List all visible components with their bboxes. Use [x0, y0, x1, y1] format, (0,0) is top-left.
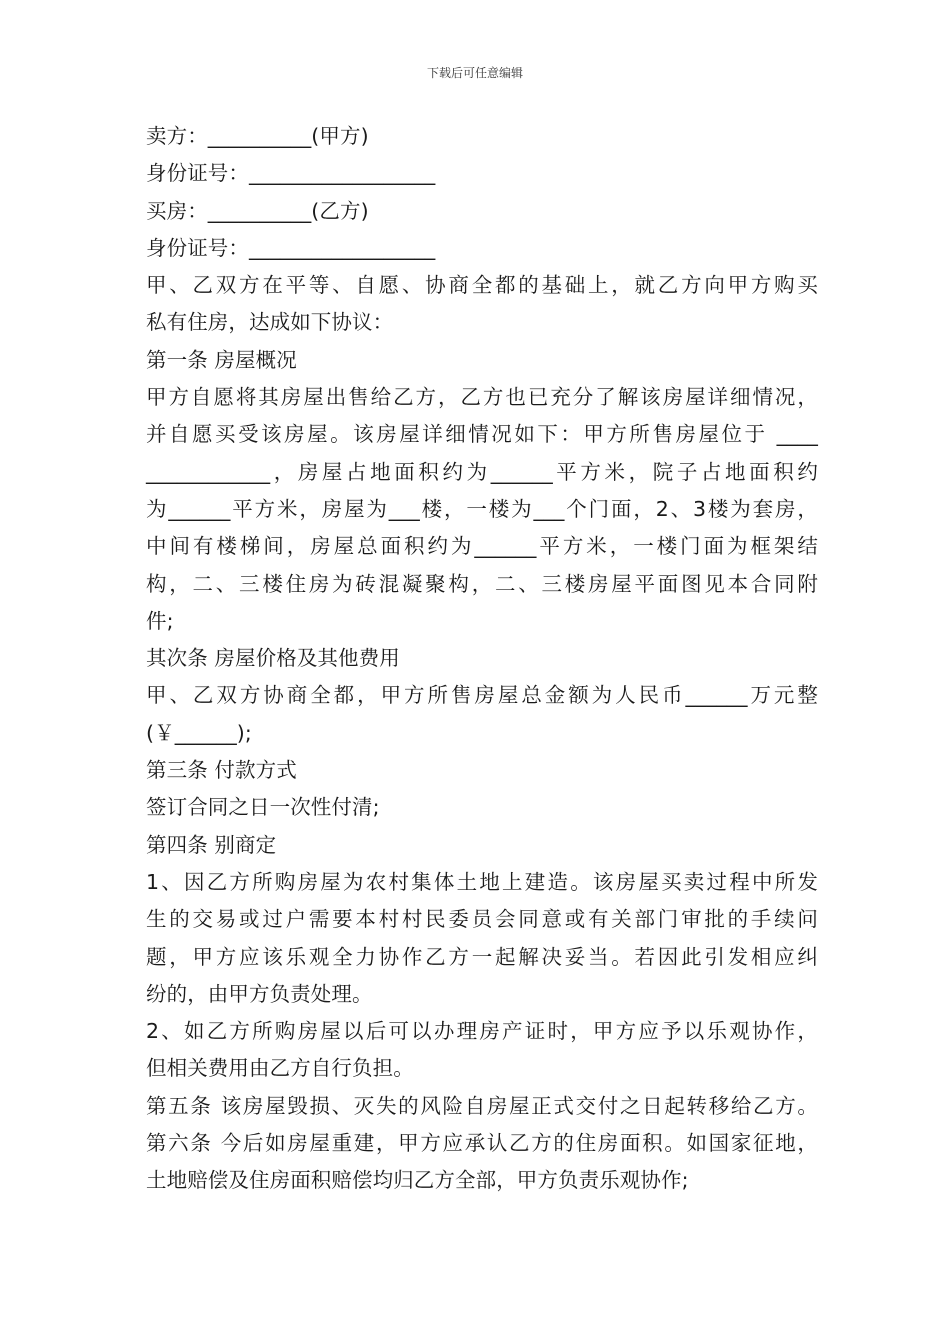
article-heading: 其次条 房屋价格及其他费用 — [146, 646, 400, 671]
contract-body — [146, 118, 818, 1200]
buyer-line: 买房：__________(乙方) — [146, 198, 369, 223]
paragraph-line: 件; — [146, 608, 174, 633]
preamble-line: 甲、乙双方在平等、自愿、协商全都的基础上，就乙方向甲方购买 — [146, 273, 818, 298]
seller-id-line: 身份证号：__________________ — [146, 161, 436, 186]
paragraph-line: 签订合同之日一次性付清; — [146, 795, 380, 820]
paragraph-line: 构，二、三楼住房为砖混凝聚构，二、三楼房屋平面图见本合同附 — [146, 571, 818, 596]
paragraph-line: 土地赔偿及住房面积赔偿均归乙方全部，甲方负责乐观协作; — [146, 1168, 689, 1193]
paragraph-line: 2、如乙方所购房屋以后可以办理房产证时，甲方应予以乐观协作， — [146, 1019, 818, 1044]
preamble-line: 私有住房，达成如下协议： — [146, 310, 394, 335]
article-heading: 第三条 付款方式 — [146, 758, 297, 783]
buyer-id-line: 身份证号：__________________ — [146, 235, 436, 260]
paragraph-line: 纷的，由甲方负责处理。 — [146, 981, 373, 1006]
paragraph-line: 中间有楼梯间，房屋总面积约为______平方米，一楼门面为框架结 — [146, 534, 818, 559]
paragraph-line: 甲、乙双方协商全都，甲方所售房屋总金额为人民币______万元整 — [146, 683, 818, 708]
header-note: 下载后可任意编辑 — [426, 66, 523, 80]
article-heading: 第六条 今后如房屋重建，甲方应承认乙方的住房面积。如国家征地， — [146, 1131, 818, 1156]
paragraph-line: 但相关费用由乙方自行负担。 — [146, 1056, 414, 1081]
paragraph-line: 甲方自愿将其房屋出售给乙方，乙方也已充分了解该房屋详细情况， — [146, 385, 818, 410]
paragraph-line: 为______平方米，房屋为___楼，一楼为___个门面，2、3楼为套房， — [146, 496, 818, 521]
article-heading: 第四条 别商定 — [146, 832, 277, 857]
paragraph-line: (￥______); — [146, 720, 252, 745]
paragraph-line: ____________，房屋占地面积约为______平方米，院子占地面积约 — [146, 459, 818, 484]
article-heading: 第一条 房屋概况 — [146, 347, 297, 372]
paragraph-line: 并自愿买受该房屋。该房屋详细情况如下：甲方所售房屋位于 ____ — [146, 422, 818, 447]
paragraph-line: 1、因乙方所购房屋为农村集体土地上建造。该房屋买卖过程中所发 — [146, 869, 818, 894]
paragraph-line: 生的交易或过户需要本村村民委员会同意或有关部门审批的手续问 — [146, 907, 818, 932]
paragraph-line: 题，甲方应该乐观全力协作乙方一起解决妥当。若因此引发相应纠 — [146, 944, 818, 969]
seller-line: 卖方：__________(甲方) — [146, 124, 369, 148]
article-heading: 第五条 该房屋毁损、灭失的风险自房屋正式交付之日起转移给乙方。 — [146, 1093, 818, 1118]
